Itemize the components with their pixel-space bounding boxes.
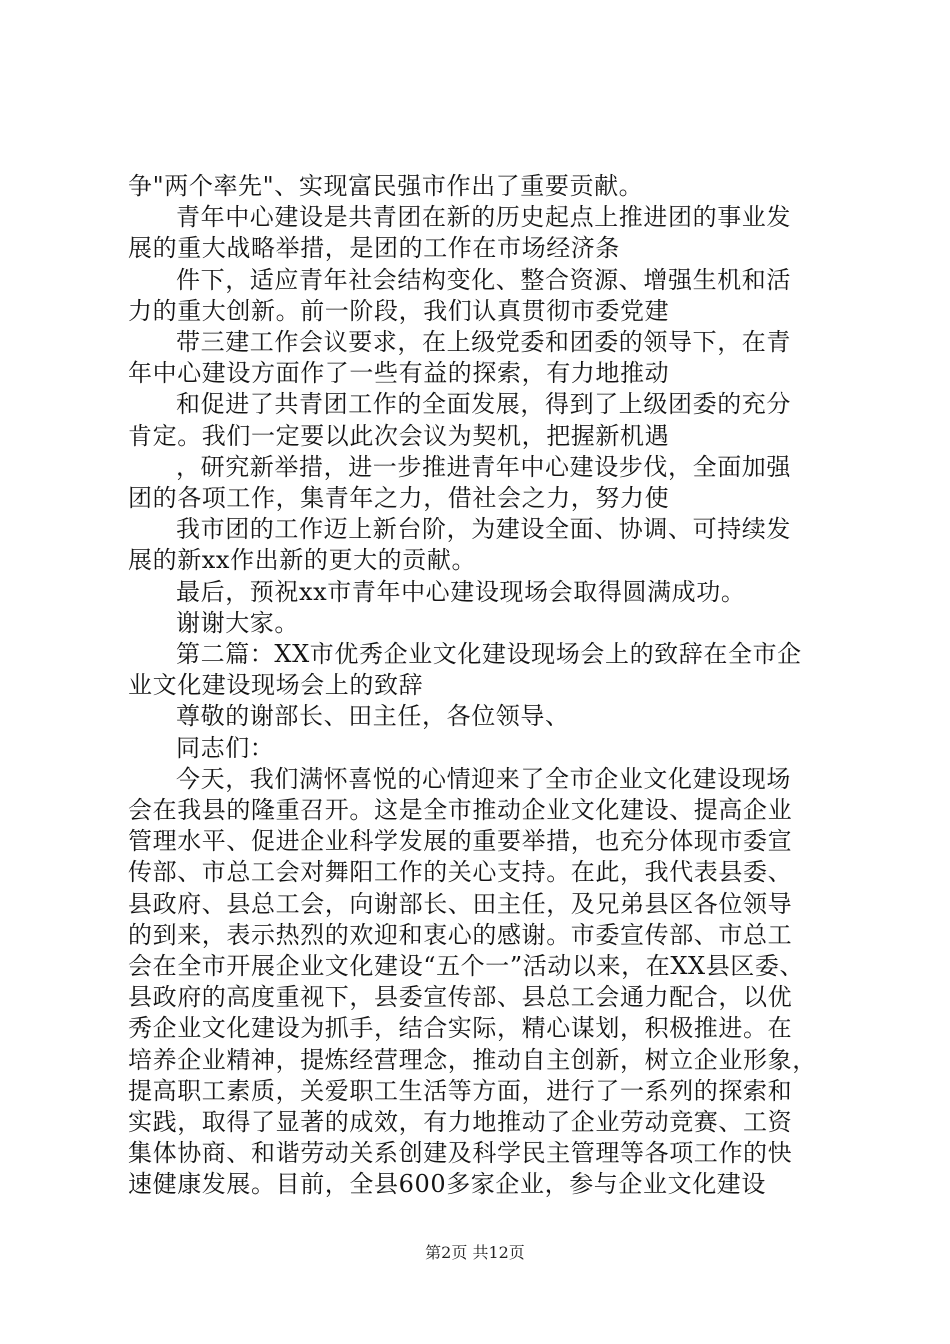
text-line: 年中心建设方面作了一些有益的探索，有力地推动: [128, 359, 670, 388]
text-line: 县政府、县总工会，向谢部长、田主任，及兄弟县区各位领导: [128, 889, 793, 918]
text-line: 传部、市总工会对舞阳工作的关心支持。在此，我代表县委、: [128, 858, 793, 887]
salutation: 尊敬的谢部长、田主任，各位领导、: [176, 702, 570, 731]
text-line: 提高职工素质，关爱职工生活等方面，进行了一系列的探索和: [128, 1076, 793, 1105]
paragraph-start: 谢谢大家。: [176, 608, 299, 637]
text-line: 秀企业文化建设为抓手，结合实际，精心谋划，积极推进。在: [128, 1014, 793, 1043]
section-heading-cont: 业文化建设现场会上的致辞: [128, 671, 424, 700]
text-line: 力的重大创新。前一阶段，我们认真贯彻市委党建: [128, 296, 670, 325]
text-line: 管理水平、促进企业科学发展的重要举措，也充分体现市委宣: [128, 827, 793, 856]
page-number-footer: 第2页 共12页: [425, 1243, 525, 1262]
text-line: 展的重大战略举措，是团的工作在市场经济条: [128, 234, 620, 263]
text-line: 集体协商、和谐劳动关系创建及科学民主管理等各项工作的快: [128, 1139, 793, 1168]
text-line: 我市团的工作迈上新台阶，为建设全面、协调、可持续发: [176, 515, 791, 544]
text-line: ，研究新举措，进一步推进青年中心建设步伐，全面加强: [176, 452, 791, 481]
text-line: 展的新xx作出新的更大的贡献。: [128, 546, 477, 575]
text-line: 培养企业精神，提炼经营理念，推动自主创新，树立企业形象，: [128, 1045, 817, 1074]
text-line: 和促进了共青团工作的全面发展，得到了上级团委的充分: [176, 390, 791, 419]
text-line: 实践，取得了显著的成效，有力地推动了企业劳动竞赛、工资: [128, 1108, 793, 1136]
section-heading: 第二篇：XX市优秀企业文化建设现场会上的致辞在全市企: [176, 640, 802, 668]
text-line: 速健康发展。目前，全县600多家企业，参与企业文化建设: [128, 1170, 767, 1199]
text-line: 肯定。我们一定要以此次会议为契机，把握新机遇: [128, 421, 670, 450]
text-line: 争"两个率先"、实现富民强市作出了重要贡献。: [128, 172, 644, 200]
text-line: 件下，适应青年社会结构变化、整合资源、增强生机和活: [176, 265, 791, 294]
text-line: 县政府的高度重视下，县委宣传部、县总工会通力配合，以优: [128, 983, 793, 1012]
text-line: 的到来，表示热烈的欢迎和衷心的感谢。市委宣传部、市总工: [128, 920, 793, 949]
text-line: 会在全市开展企业文化建设“五个一”活动以来，在XX县区委、: [128, 952, 805, 980]
paragraph-start: 今天，我们满怀喜悦的心情迎来了全市企业文化建设现场: [176, 764, 791, 793]
salutation: 同志们：: [176, 733, 275, 762]
paragraph-start: 青年中心建设是共青团在新的历史起点上推进团的事业发: [176, 203, 791, 232]
paragraph-start: 最后，预祝xx市青年中心建设现场会取得圆满成功。: [176, 577, 746, 606]
text-line: 带三建工作会议要求，在上级党委和团委的领导下，在青: [176, 328, 791, 356]
text-line: 团的各项工作，集青年之力，借社会之力，努力使: [128, 484, 670, 512]
text-line: 会在我县的隆重召开。这是全市推动企业文化建设、提高企业: [128, 796, 793, 824]
